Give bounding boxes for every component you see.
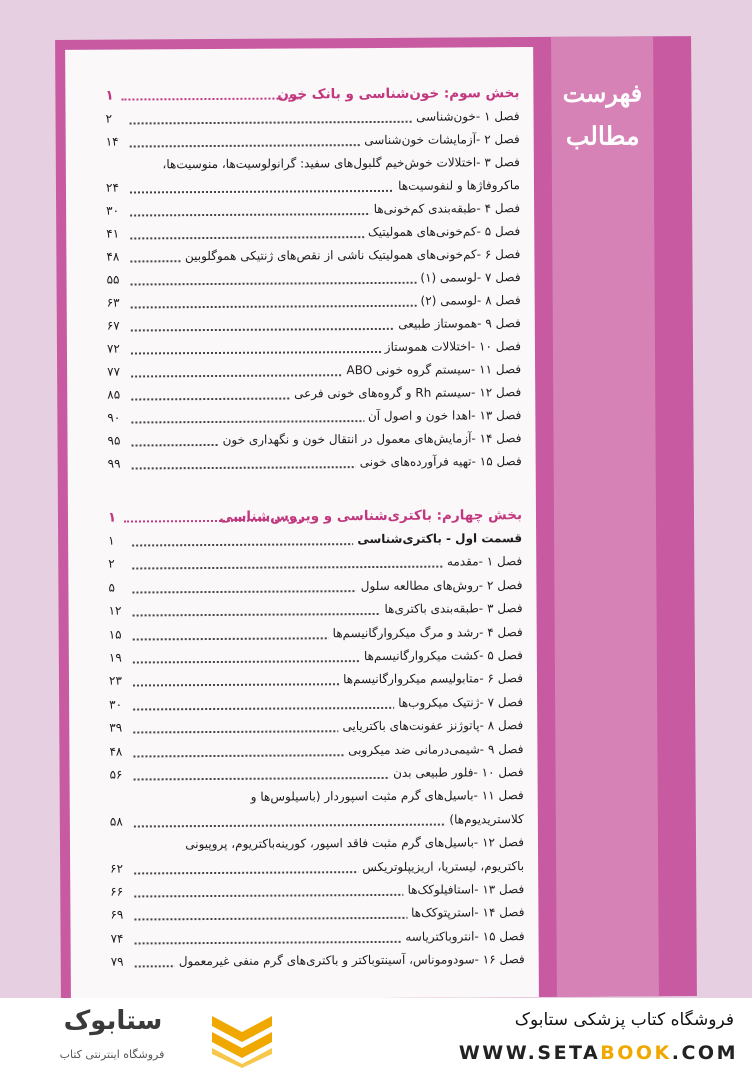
toc-row[interactable]	[109, 599, 523, 624]
toc-entry-label: فصل ۳ -اختلالات خوش‌خیم گلبول‌های سفید: گرانولوسیت‌ها، منوسیت‌ها،	[158, 155, 519, 171]
toc-row[interactable]	[110, 810, 524, 835]
toc-row[interactable]	[106, 245, 520, 270]
toc-row[interactable]	[110, 786, 524, 811]
toc-entry-label: فصل ۲ -آزمایشات خون‌شناسی	[360, 132, 520, 147]
book-page	[55, 36, 697, 998]
toc-page-number: ۸۵	[107, 387, 121, 402]
section-page-number: ۱	[105, 87, 114, 104]
toc-row[interactable]	[107, 406, 521, 431]
toc-entry-label: فصل ۱۳ -اهدا خون و اصول آن	[364, 408, 522, 423]
toc-page-number: ۲۴	[105, 180, 119, 195]
toc-entry-label: فصل ۷ -لوسمی (۱)	[416, 270, 520, 285]
toc-entry-label: فصل ۵ -کم‌خونی‌های همولیتیک	[364, 224, 520, 239]
toc-page-number: ۵۵	[106, 272, 120, 287]
toc-page-number: ۳۰	[106, 203, 120, 218]
toc-row[interactable]	[107, 337, 521, 362]
toc-entry-label: فصل ۴ -طبقه‌بندی کم‌خونی‌ها	[370, 201, 521, 216]
section-title: بخش سوم: خون‌شناسی و بانک خون	[277, 85, 520, 103]
toc-page-number: ۷۹	[110, 954, 124, 969]
toc-page-number: ۹۵	[107, 433, 121, 448]
toc-page-number: ۶۲	[110, 861, 124, 876]
toc-page-number: ۴۸	[109, 744, 123, 759]
toc-entry-label: فصل ۱۱ -باسیل‌های گرم مثبت اسپوردار (باسیلوس‌ها و	[247, 788, 524, 804]
toc-row[interactable]	[111, 927, 525, 952]
toc-page-number: ۳۰	[109, 697, 123, 712]
toc-entry-label: قسمت اول - باکتری‌شناسی	[353, 531, 522, 546]
toc-entry-label: فصل ۱ -خون‌شناسی	[412, 109, 520, 124]
toc-row[interactable]	[106, 153, 520, 178]
toc-row[interactable]	[110, 903, 524, 928]
toc-entry-label: فصل ۱۵ -تهیه فرآورده‌های خونی	[356, 454, 522, 469]
toc-page-number: ۲	[105, 111, 113, 126]
shop-url[interactable]	[459, 1042, 738, 1064]
toc-entry-label: فصل ۱۰ -فلور طبیعی بدن	[389, 765, 524, 780]
toc-page-number: ۹۹	[107, 456, 121, 471]
toc-entry-label: فصل ۱۵ -انتروباکتریاسه	[401, 929, 524, 944]
toc-content	[65, 47, 539, 998]
toc-entry-label: فصل ۹ -شیمی‌درمانی ضد میکروبی	[344, 742, 523, 757]
toc-entry-label: فصل ۸ -لوسمی (۲)	[416, 293, 520, 308]
toc-page-number: ۶۳	[106, 295, 120, 310]
toc-page-number: ۴۸	[106, 249, 120, 264]
toc-row[interactable]	[109, 693, 523, 718]
toc-page-number: ۲۳	[108, 673, 122, 689]
toc-row[interactable]	[111, 950, 525, 975]
side-title-line2: مطالب	[565, 121, 640, 151]
toc-row[interactable]	[107, 291, 521, 316]
toc-row[interactable]	[107, 360, 521, 385]
store-logo-word: ستابوک	[63, 1006, 163, 1036]
url-prefix: WWW.SETA	[458, 1042, 601, 1064]
toc-entry-label: فصل ۱۴ -آزمایش‌های معمول در انتقال خون و نگهداری خون	[219, 431, 522, 447]
toc-row[interactable]	[106, 199, 520, 224]
toc-row[interactable]	[108, 576, 522, 601]
toc-page-number: ۷۲	[106, 341, 120, 356]
toc-page-number: ۹۰	[107, 410, 121, 425]
toc-row[interactable]	[106, 268, 520, 293]
toc-row[interactable]	[109, 669, 523, 694]
toc-entry-label: فصل ۵ -کشت میکروارگانیسم‌ها	[360, 648, 523, 663]
toc-row[interactable]	[106, 222, 520, 247]
toc-page-number: ۶۶	[110, 884, 124, 899]
toc-row[interactable]	[107, 314, 521, 339]
toc-entry-label: فصل ۱۴ -استرپتوکک‌ها	[407, 905, 524, 920]
toc-row[interactable]	[108, 452, 522, 477]
toc-entry-label: فصل ۳ -طبقه‌بندی باکتری‌ها	[380, 601, 522, 616]
toc-entry-label: فصل ۱۲ -سیستم Rh و گروه‌های خونی فرعی	[290, 385, 521, 400]
toc-entry-label: فصل ۱۰ -اختلالات هموستاز	[381, 339, 521, 354]
toc-page-number: ۱۵	[108, 627, 122, 642]
toc-row[interactable]	[110, 833, 524, 858]
toc-row[interactable]	[106, 107, 520, 132]
toc-entry-label: فصل ۶ -متابولیسم میکروارگانیسم‌ها	[339, 671, 523, 686]
toc-page-number: ۷۷	[107, 364, 121, 379]
watermark-footer	[0, 998, 752, 1080]
section-heading[interactable]	[105, 85, 519, 110]
toc-page-number: ۶۷	[106, 318, 120, 333]
toc-row[interactable]	[109, 740, 523, 765]
toc-entry-label: فصل ۱۱ -سیستم گروه خونی ABO	[342, 362, 521, 377]
toc-page-number: ۳۹	[109, 720, 123, 735]
toc-row[interactable]	[107, 429, 521, 454]
toc-entry-label: ماکروفاژها و لنفوسیت‌ها	[394, 178, 520, 193]
toc-page-number: ۱۹	[108, 650, 122, 665]
toc-page-number: ۴۱	[106, 226, 120, 241]
toc-entry-label: فصل ۱۲ -باسیل‌های گرم مثبت فاقد اسپور، کورینه‌باکتریوم، پروپیونی	[181, 835, 524, 851]
toc-page-number: ۶۹	[110, 907, 124, 923]
shop-name: فروشگاه کتاب پزشکی ستابوک	[514, 1010, 734, 1030]
section-title: بخش چهارم: باکتری‌شناسی و ویروس‌شناسی	[219, 507, 523, 525]
toc-page-number: ۱۴	[105, 134, 119, 149]
toc-entry-label: فصل ۱ -مقدمه	[443, 554, 522, 568]
toc-entry-label: فصل ۴ -رشد و مرگ میکروارگانیسم‌ها	[329, 625, 523, 640]
side-title-line1: فهرست	[562, 78, 643, 108]
toc-row[interactable]	[110, 880, 524, 905]
toc-page-number: ۱	[108, 533, 115, 548]
toc-page-number: ۱۲	[108, 603, 122, 618]
toc-entry-label: فصل ۸ -پاتوژنز عفونت‌های باکتریایی	[338, 718, 523, 733]
toc-page-number: ۵۸	[109, 814, 123, 829]
toc-page-number: ۷۴	[110, 931, 124, 946]
toc-entry-label: فصل ۹ -هموستاز طبیعی	[394, 316, 521, 331]
toc-entry-label: فصل ۲ -روش‌های مطالعه سلول	[357, 578, 523, 593]
toc-row[interactable]	[106, 176, 520, 201]
toc-row[interactable]	[107, 383, 521, 408]
toc-entry-label: فصل ۷ -ژنتیک میکروب‌ها	[394, 695, 523, 710]
toc-entry-label: فصل ۶ -کم‌خونی‌های همولیتیک ناشی از نقص‌های ژنتیکی هموگلوبین	[181, 247, 521, 263]
url-suffix: .COM	[671, 1042, 738, 1064]
url-highlight: BOOK	[600, 1042, 672, 1064]
toc-row[interactable]	[110, 763, 524, 788]
side-title	[553, 72, 652, 159]
toc-row[interactable]	[109, 623, 523, 648]
toc-page-number: ۵۶	[109, 767, 123, 782]
toc-entry-label: کلاستریدیوم‌ها)	[445, 812, 524, 826]
toc-row[interactable]	[106, 130, 520, 155]
toc-entry-label: فصل ۱۶ -سودوموناس، آسینتوباکتر و باکتری‌های گرم منفی غیرمعمول	[175, 952, 525, 968]
side-strip	[551, 36, 659, 997]
dot-leader	[121, 97, 301, 100]
toc-row[interactable]	[108, 552, 522, 577]
toc-entry-label: فصل ۱۳ -استافیلوکک‌ها	[404, 882, 525, 897]
toc-page-number: ۵	[108, 580, 115, 595]
toc-subsection-row[interactable]	[108, 529, 522, 554]
chevron-logo-icon	[206, 1012, 278, 1068]
toc-entry-label: باکتریوم، لیستریا، اریزیپلوتریکس	[358, 859, 524, 874]
toc-row[interactable]	[109, 716, 523, 741]
toc-row[interactable]	[109, 646, 523, 671]
toc-section-3	[65, 47, 533, 471]
section-page-number: ۱	[107, 509, 117, 526]
section-heading[interactable]	[108, 507, 522, 532]
toc-row[interactable]	[110, 857, 524, 882]
toc-page-number: ۲	[108, 556, 115, 572]
store-logo-tagline: فروشگاه اینترنتی کتاب	[59, 1048, 165, 1061]
